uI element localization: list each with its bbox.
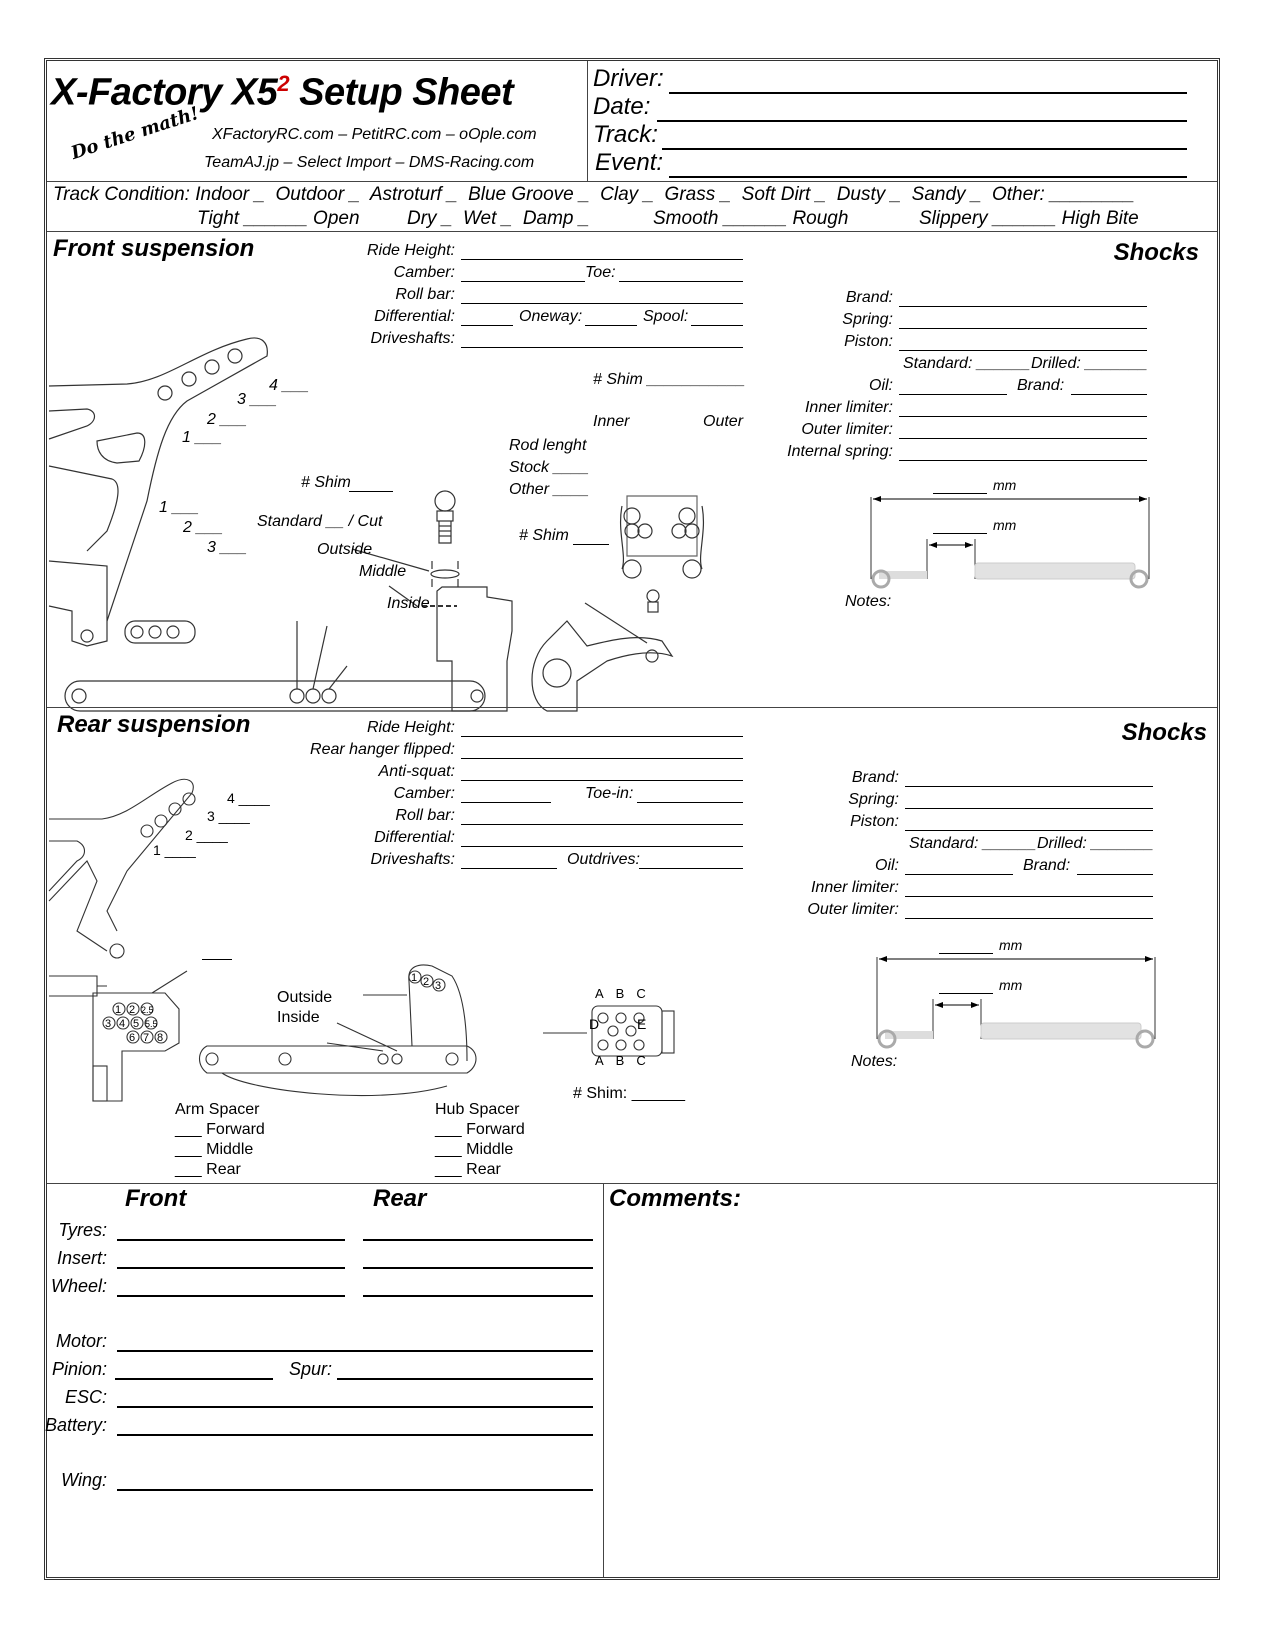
- spur-label: Spur:: [289, 1359, 333, 1379]
- rear-suspension-title: Rear suspension: [57, 711, 251, 738]
- rear-shock-oil-field[interactable]: [905, 874, 1013, 875]
- tyres-label: Tyres:: [58, 1220, 107, 1240]
- front-differential-label: Differential:: [374, 308, 455, 325]
- front-toe-field[interactable]: [619, 281, 743, 282]
- scale-left: Tight: [197, 208, 240, 229]
- rear-shock-piston-label: Piston:: [850, 813, 899, 830]
- rear-shocks-title: Shocks: [1121, 719, 1207, 746]
- rear-shock-brand-field[interactable]: [905, 786, 1153, 787]
- track-condition-label: Track Condition:: [53, 184, 190, 205]
- front-suspension-title: Front suspension: [53, 235, 255, 262]
- svg-text:2: 2: [423, 976, 430, 988]
- arm-inside-label: Inside: [387, 595, 430, 612]
- rear-tower-pos-4[interactable]: 4 ____: [227, 790, 270, 806]
- front-shock-oil-brand-label: Brand:: [1017, 377, 1065, 394]
- comments-divider: [603, 1183, 604, 1577]
- front-roll-bar-label: Roll bar:: [395, 286, 455, 303]
- scale-right: Open: [313, 208, 360, 229]
- svg-text:6: 6: [129, 1032, 136, 1044]
- svg-text:5.5: 5.5: [145, 1019, 158, 1029]
- front-shock-inner-limiter-field[interactable]: [899, 416, 1147, 417]
- svg-text:4: 4: [119, 1018, 126, 1030]
- front-shock-brand-field[interactable]: [899, 306, 1147, 307]
- hub-shim-label: # Shim: [519, 527, 569, 544]
- arm-pos-1[interactable]: 1 ___: [159, 499, 200, 516]
- rear-arm-outside-label: Outside: [277, 989, 333, 1006]
- svg-text:3: 3: [105, 1018, 112, 1030]
- rear-shock-spring-field[interactable]: [905, 808, 1153, 809]
- wheel-front-field[interactable]: [117, 1295, 345, 1297]
- front-driveshafts-label: Driveshafts:: [370, 330, 455, 347]
- divider: [47, 181, 1217, 182]
- divider: [47, 707, 1217, 708]
- wheel-rear-field[interactable]: [363, 1295, 593, 1297]
- rear-shock-oil-brand-field[interactable]: [1077, 874, 1153, 875]
- scale-smooth-rough[interactable]: [653, 208, 848, 230]
- surface-indoor[interactable]: Indoor _: [195, 184, 265, 205]
- esc-label: ESC:: [64, 1387, 107, 1407]
- caster-shim-label[interactable]: # Shim ___________: [593, 371, 746, 388]
- setup-sheet: [44, 58, 1220, 1580]
- rear-tower-pos-2[interactable]: 2 ____: [185, 827, 228, 843]
- insert-rear-field[interactable]: [363, 1267, 593, 1269]
- battery-label: Battery:: [44, 1415, 107, 1435]
- comments-field[interactable]: [607, 1221, 1207, 1571]
- front-shock-outer-limiter-field[interactable]: [899, 438, 1147, 439]
- driver-label: Driver:: [593, 65, 664, 92]
- rear-hanger-flipped-label: Rear hanger flipped:: [310, 741, 455, 758]
- surface-clay[interactable]: Clay _: [600, 184, 654, 205]
- hub-shim-field[interactable]: [573, 544, 609, 545]
- arm-spacer-forward[interactable]: ___ Forward: [175, 1121, 265, 1138]
- rear-tower-pos-3[interactable]: 3 ____: [207, 808, 250, 824]
- rear-roll-bar-label: Roll bar:: [395, 807, 455, 824]
- title-main: X-Factory X5: [51, 71, 278, 114]
- rear-shock-drilled[interactable]: Drilled: _______: [1037, 835, 1154, 852]
- title-superscript: 2: [277, 71, 290, 96]
- scale-slippery-highbite[interactable]: [919, 208, 1139, 230]
- comments-title: Comments:: [609, 1185, 742, 1212]
- front-shock-outer-limiter-label: Outer limiter:: [801, 421, 893, 438]
- sponsors-line-2: TeamAJ.jp – Select Import – DMS-Racing.com: [204, 154, 535, 171]
- title-suffix: Setup Sheet: [289, 71, 514, 114]
- svg-text:2: 2: [129, 1004, 136, 1016]
- arm-pos-2[interactable]: 2 ___: [183, 519, 224, 536]
- event-field[interactable]: [669, 176, 1187, 178]
- rear-arm-inside-label: Inside: [277, 1009, 320, 1026]
- front-shock-stroke-unit: mm: [993, 517, 1017, 533]
- arm-spacer-middle[interactable]: ___ Middle: [175, 1141, 254, 1158]
- svg-text:3: 3: [435, 980, 442, 992]
- front-camber-field[interactable]: [461, 281, 585, 282]
- svg-text:5: 5: [133, 1018, 140, 1030]
- date-field[interactable]: [657, 120, 1187, 122]
- sponsors-line-1: XFactoryRC.com – PetitRC.com – oOple.com: [212, 126, 537, 143]
- arm-spacer-title: Arm Spacer: [175, 1101, 260, 1118]
- rear-shock-oil-label: Oil:: [875, 857, 899, 874]
- tyres-front-title: Front: [125, 1185, 187, 1212]
- rod-length-label: Rod lenght: [509, 437, 587, 454]
- scale-blank[interactable]: ______: [992, 208, 1057, 229]
- scale-left: Smooth: [653, 208, 719, 229]
- front-shock-piston-label: Piston:: [844, 333, 893, 350]
- insert-letter-d: D: [589, 1016, 600, 1032]
- surface-outdoor[interactable]: Outdoor _: [275, 184, 361, 205]
- battery-field[interactable]: [117, 1434, 593, 1436]
- rear-shock-spring-label: Spring:: [848, 791, 899, 808]
- motor-label: Motor:: [55, 1331, 107, 1351]
- insert-front-field[interactable]: [117, 1267, 345, 1269]
- standard-cut-label[interactable]: Standard __ / Cut: [257, 513, 383, 530]
- moisture-options: [407, 208, 589, 230]
- ballstud-shim-field[interactable]: [349, 491, 393, 492]
- front-spool-label: Spool:: [643, 308, 689, 325]
- rod-other-field[interactable]: Other ____: [509, 481, 590, 498]
- rear-ride-height-field[interactable]: [461, 736, 743, 737]
- event-label: Event:: [595, 149, 664, 176]
- rear-shock-outer-limiter-label: Outer limiter:: [807, 901, 899, 918]
- pinion-label: Pinion:: [51, 1359, 107, 1379]
- front-ride-height-field[interactable]: [461, 259, 743, 260]
- wing-field[interactable]: [117, 1489, 593, 1491]
- front-shock-brand-label: Brand:: [845, 289, 893, 306]
- rear-shock-inner-limiter-field[interactable]: [905, 896, 1153, 897]
- wheel-label: Wheel:: [50, 1276, 107, 1296]
- shock-tower-pos-2[interactable]: 2 ___: [207, 411, 248, 428]
- rear-driveshafts-label: Driveshafts:: [370, 851, 455, 868]
- surface-grass[interactable]: Grass _: [664, 184, 732, 205]
- front-shock-notes-label: Notes:: [845, 593, 892, 610]
- esc-field[interactable]: [117, 1406, 593, 1408]
- rear-shock-length-unit: mm: [999, 937, 1023, 953]
- surface-sandy[interactable]: Sandy _: [911, 184, 982, 205]
- track-condition-row: [53, 184, 1135, 206]
- insert-letter-e: E: [637, 1016, 647, 1032]
- front-shocks-title: Shocks: [1113, 239, 1199, 266]
- rear-suspension-diagram: [47, 761, 767, 1111]
- front-camber-label: Camber:: [393, 264, 455, 281]
- arm-outside-label: Outside: [317, 541, 373, 558]
- front-shock-oil-label: Oil:: [869, 377, 893, 394]
- rear-hanger-flipped-field[interactable]: [461, 758, 743, 759]
- svg-text:7: 7: [143, 1032, 150, 1044]
- rear-outdrives-label: Outdrives:: [567, 851, 640, 868]
- hub-spacer-rear[interactable]: ___ Rear: [435, 1161, 501, 1178]
- shock-tower-pos-3[interactable]: 3 ___: [237, 391, 278, 408]
- tyres-rear-title: Rear: [373, 1185, 427, 1212]
- front-shock-oil-brand-field[interactable]: [1071, 394, 1147, 395]
- front-shock-internal-spring-label: Internal spring:: [787, 443, 893, 460]
- hub-spacer-title: Hub Spacer: [435, 1101, 520, 1118]
- rear-shock-image: [875, 951, 1165, 1041]
- surface-other[interactable]: Other: ________: [991, 184, 1135, 205]
- surface-soft-dirt[interactable]: Soft Dirt _: [741, 184, 827, 205]
- front-roll-bar-field[interactable]: [461, 303, 743, 304]
- rear-shock-outer-limiter-field[interactable]: [905, 918, 1153, 919]
- shock-tower-pos-4[interactable]: 4 ___: [269, 377, 310, 394]
- date-label: Date:: [593, 93, 651, 120]
- driver-field[interactable]: [669, 92, 1187, 94]
- divider: [47, 231, 1217, 232]
- arm-spacer-rear[interactable]: ___ Rear: [175, 1161, 241, 1178]
- camber-outer-label: Outer: [703, 413, 744, 430]
- option-wet[interactable]: Wet _: [462, 208, 513, 229]
- wing-label: Wing:: [61, 1470, 107, 1490]
- scale-left: Slippery: [919, 208, 988, 229]
- shock-tower-pos-1[interactable]: 1 ___: [182, 429, 223, 446]
- front-shock-standard[interactable]: Standard: ______: [903, 355, 1031, 372]
- rear-tower-pos-1[interactable]: 1 ____: [153, 842, 196, 858]
- rear-differential-label: Differential:: [374, 829, 455, 846]
- slogan: Do the math!: [68, 102, 202, 164]
- front-shock-image: [869, 491, 1159, 581]
- divider: [47, 1183, 1217, 1184]
- rear-shock-notes-label: Notes:: [851, 1053, 898, 1070]
- scale-blank[interactable]: ______: [723, 208, 788, 229]
- rear-shock-inner-limiter-label: Inner limiter:: [810, 879, 899, 896]
- motor-field[interactable]: [117, 1350, 593, 1352]
- page-title: [51, 71, 513, 115]
- front-shock-drilled[interactable]: Drilled: _______: [1031, 355, 1148, 372]
- scale-right: Rough: [792, 208, 849, 229]
- rear-ride-height-label: Ride Height:: [366, 719, 455, 736]
- rear-shock-stroke-unit: mm: [999, 977, 1023, 993]
- camber-inner-label: Inner: [593, 413, 630, 430]
- arm-middle-label: Middle: [359, 563, 407, 580]
- front-ride-height-label: Ride Height:: [366, 242, 455, 259]
- pinion-field[interactable]: [115, 1378, 273, 1380]
- ballstud-shim-label: # Shim: [301, 474, 351, 491]
- rear-camber-label: Camber:: [393, 785, 455, 802]
- front-shock-spring-label: Spring:: [842, 311, 893, 328]
- hub-spacer-middle[interactable]: ___ Middle: [435, 1141, 514, 1158]
- tyres-front-field[interactable]: [117, 1239, 345, 1241]
- surface-blue-groove[interactable]: Blue Groove _: [468, 184, 590, 205]
- insert-label: Insert:: [56, 1248, 107, 1268]
- front-shock-piston-field[interactable]: [899, 350, 1147, 351]
- insert-top-letters: ABC: [595, 986, 658, 1001]
- rear-shock-piston-field[interactable]: [905, 830, 1153, 831]
- front-oneway-label: Oneway:: [519, 308, 583, 325]
- rear-shock-standard[interactable]: Standard: ______: [909, 835, 1037, 852]
- front-shock-spring-field[interactable]: [899, 328, 1147, 329]
- rear-toe-in-label: Toe-in:: [585, 785, 634, 802]
- svg-text:8: 8: [157, 1032, 164, 1044]
- scale-right: High Bite: [1061, 208, 1139, 229]
- rear-anti-squat-label: Anti-squat:: [378, 763, 455, 780]
- bulkhead-position-field[interactable]: [202, 959, 232, 960]
- front-shock-inner-limiter-label: Inner limiter:: [804, 399, 893, 416]
- arm-pos-3[interactable]: 3 ___: [207, 539, 248, 556]
- hub-spacer-forward[interactable]: ___ Forward: [435, 1121, 525, 1138]
- front-shock-oil-field[interactable]: [899, 394, 1007, 395]
- header-divider: [587, 61, 588, 181]
- rear-insert-shim[interactable]: # Shim: ______: [573, 1085, 686, 1102]
- spur-field[interactable]: [337, 1378, 593, 1380]
- svg-text:2.5: 2.5: [141, 1005, 154, 1015]
- front-shock-internal-spring-field[interactable]: [899, 460, 1147, 461]
- track-field[interactable]: [662, 148, 1187, 150]
- scale-blank[interactable]: ______: [244, 208, 308, 229]
- option-damp[interactable]: Damp _: [522, 208, 590, 229]
- rear-shock-brand-label: Brand:: [851, 769, 899, 786]
- rear-shock-oil-brand-label: Brand:: [1023, 857, 1071, 874]
- track-label: Track:: [593, 121, 658, 148]
- front-shock-length-unit: mm: [993, 477, 1017, 493]
- option-dry[interactable]: Dry _: [407, 208, 453, 229]
- insert-bottom-letters: ABC: [595, 1053, 658, 1068]
- rod-stock-field[interactable]: Stock ____: [509, 459, 590, 476]
- surface-astroturf[interactable]: Astroturf _: [369, 184, 458, 205]
- front-toe-label: Toe:: [585, 264, 616, 281]
- scale-tight-open[interactable]: [197, 208, 360, 230]
- svg-text:1: 1: [411, 972, 418, 984]
- tyres-rear-field[interactable]: [363, 1239, 593, 1241]
- bulkhead-hole-1: 1: [115, 1004, 122, 1016]
- surface-dusty[interactable]: Dusty _: [836, 184, 902, 205]
